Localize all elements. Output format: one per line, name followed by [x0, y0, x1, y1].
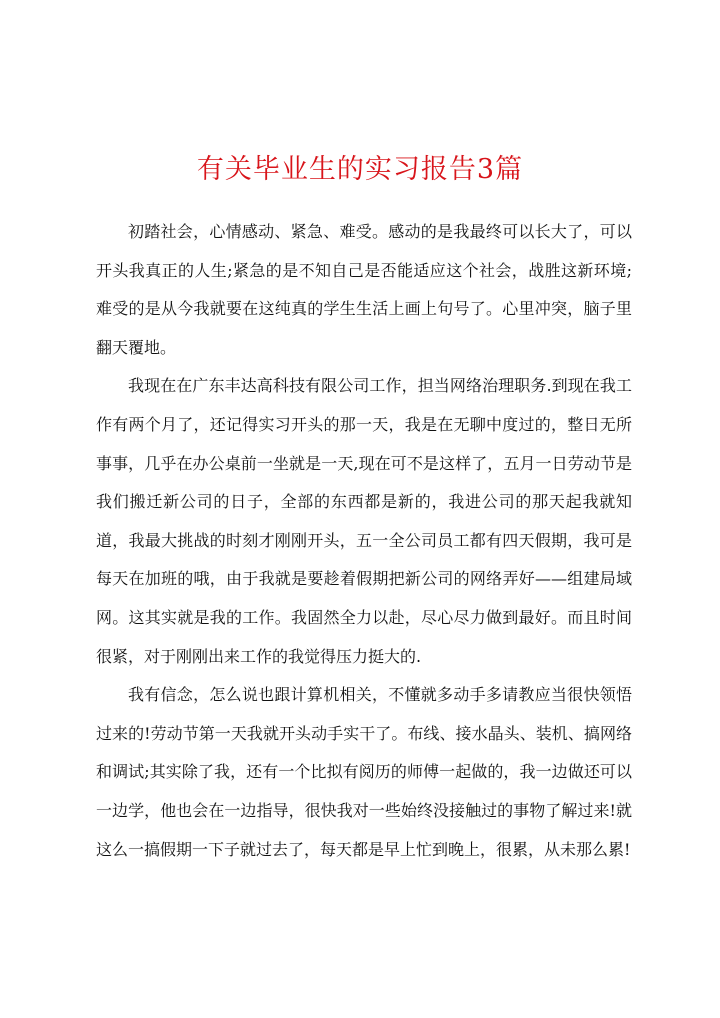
- paragraph-2: 我现在在广东丰达高科技有限公司工作，担当网络治理职务.到现在我工作有两个月了，还记得实习开头的那一天，我是在无聊中度过的，整日无所事事，几乎在办公桌前一坐就是一天,现在可不是这样了，五月一日劳动节是我们搬迁新公司的日子，全部的东西都是新的，我进公司的那天起我就知道，我最大挑战的时刻才刚刚开头，五一全公司员工都有四天假期，我可是每天在加班的哦，由于我就是要趁着假期把新公司的网络弄好——组建局域网。这其实就是我的工作。我固然全力以赴，尽心尽力做到最好。而且时间很紧，对于刚刚出来工作的我觉得压力挺大的.: [96, 376, 632, 666]
- paragraph-1: 初踏社会，心情感动、紧急、难受。感动的是我最终可以长大了，可以开头我真正的人生;紧急的是不知自己是否能适应这个社会，战胜这新环境;难受的是从今我就要在这纯真的学生生活上画上句号了。心里冲突，脑子里翻天覆地。: [96, 222, 632, 357]
- document-body: [96, 213, 632, 869]
- document-title: 有关毕业生的实习报告3篇: [196, 154, 524, 185]
- paragraph-3: 我有信念，怎么说也跟计算机相关，不懂就多动手多请教应当很快领悟过来的!劳动节第一天我就开头动手实干了。布线、接水晶头、装机、搞网络和调试;其实除了我，还有一个比拟有阅历的师傅一起做的，我一边做还可以一边学，他也会在一边指导，很快我对一些始终没接触过的事物了解过来!就这么一搞假期一下子就过去了，每天都是早上忙到晚上，很累，从未那么累!: [96, 685, 632, 859]
